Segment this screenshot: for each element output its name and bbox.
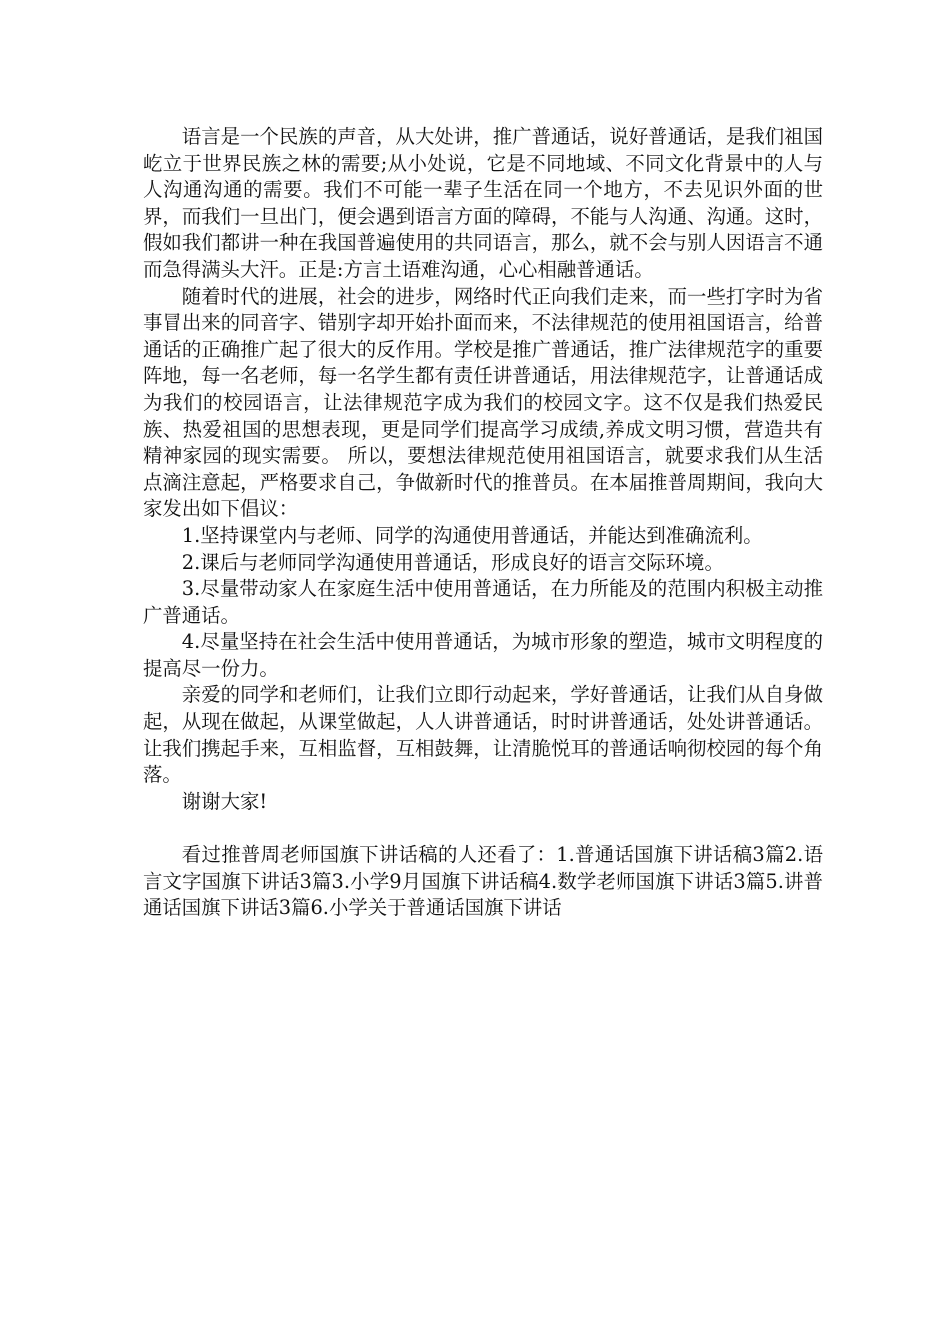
paragraph-call-to-action: 亲爱的同学和老师们，让我们立即行动起来，学好普通话，让我们从自身做起，从现在做起，从课堂做起，人人讲普通话，时时讲普通话，处处讲普通话。让我们携起手来，互相监督，互相鼓舞，让清脆悦耳的普通话响彻校园的每个角落。 xyxy=(143,683,823,787)
paragraph-thanks: 谢谢大家! xyxy=(181,789,268,813)
paragraph-intro: 语言是一个民族的声音，从大处讲，推广普通话，说好普通话，是我们祖国屹立于世界民族之林的需要;从小处说，它是不同地域、不同文化背景中的人与人沟通沟通的需要。我们不可能一辈子生活在同一个地方，不去见识外面的世界，而我们一旦出门，便会遇到语言方面的障碍，不能与人沟通、沟通。这时，假如我们都讲一种在我国普遍使用的共同语言，那么，就不会与别人因语言不通而急得满头大汗。正是:方言土语难沟通，心心相融普通话。 xyxy=(143,125,823,281)
proposal-item-1: 1.坚持课堂内与老师、同学的沟通使用普通话，并能达到准确流利。 xyxy=(181,523,763,547)
blank-line xyxy=(143,815,823,842)
paragraph-era: 随着时代的进展，社会的进步，网络时代正向我们走来，而一些打字时为省事冒出来的同音字、错别字却开始扑面而来，不法律规范的使用祖国语言，给普通话的正确推广起了很大的反作用。学校是推广普通话，推广法律规范字的重要阵地，每一名老师，每一名学生都有责任讲普通话，用法律规范字，让普通话成为我们的校园语言，让法律规范字成为我们的校园文字。这不仅是我们热爱民族、热爱祖国的思想表现，更是同学们提高学习成绩,养成文明习惯，营造共有精神家园的现实需要。 所以，要想法律规范使用祖国语言，就要求我们从生活点滴注意起，严格要求自己，争做新时代的推普员。在本届推普周期间，我向大家发出如下倡议： xyxy=(143,284,823,521)
proposal-item-2: 2.课后与老师同学沟通使用普通话，形成良好的语言交际环境。 xyxy=(181,550,724,574)
related-articles: 看过推普周老师国旗下讲话稿的人还看了：1.普通话国旗下讲话稿3篇2.语言文字国旗下讲话3篇3.小学9月国旗下讲话稿4.数学老师国旗下讲话3篇5.讲普通话国旗下讲话3篇6.小学关于普通话国旗下讲话 xyxy=(143,843,823,920)
document-body xyxy=(143,124,823,922)
proposal-item-4: 4.尽量坚持在社会生活中使用普通话，为城市形象的塑造，城市文明程度的提高尽一份力。 xyxy=(143,630,823,680)
proposal-item-3: 3.尽量带动家人在家庭生活中使用普通话，在力所能及的范围内积极主动推广普通话。 xyxy=(143,577,823,627)
